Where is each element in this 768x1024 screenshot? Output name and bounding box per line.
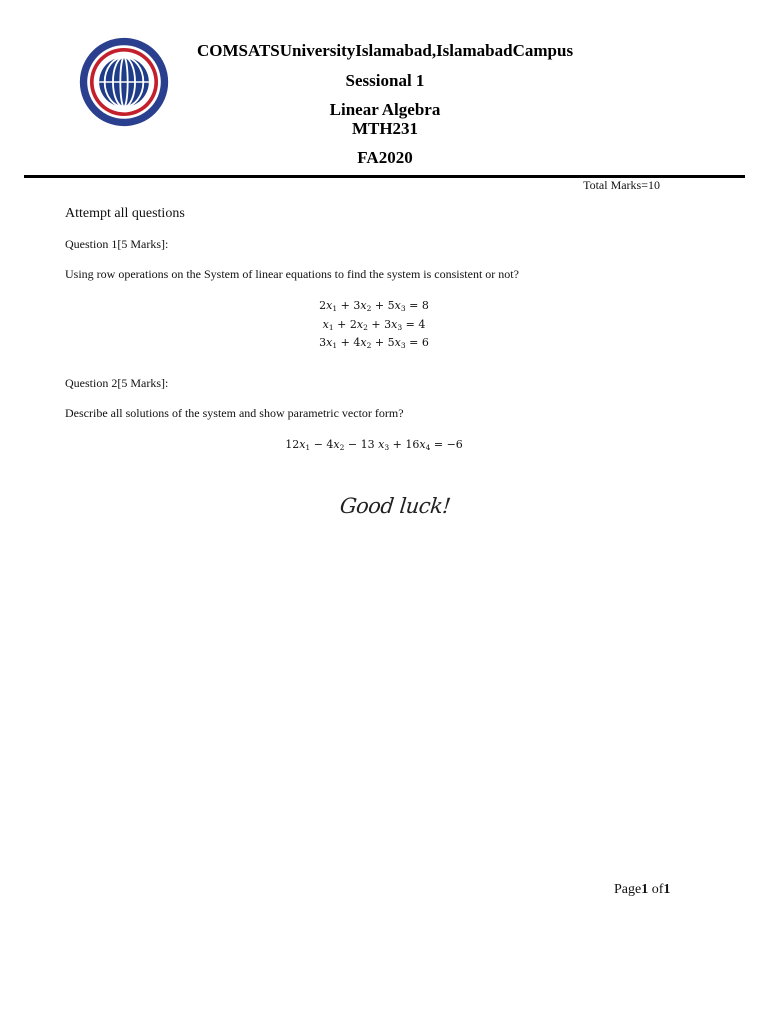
course-name: Linear Algebra	[329, 100, 441, 119]
question-2-text: Describe all solutions of the system and show parametric vector form?	[65, 406, 404, 420]
equation-2: $x_1 + 2x_2 + 3x_3 = 4$	[322, 317, 426, 332]
course-code: MTH231	[351, 119, 419, 138]
university-logo	[78, 36, 170, 128]
university-name: COMSATSUniversityIslamabad,IslamabadCampus	[196, 41, 574, 60]
question-2-heading: Question 2[5 Marks]:	[65, 376, 169, 390]
question-1-heading: Question 1[5 Marks]:	[65, 237, 169, 251]
instructions: Attempt all questions	[65, 206, 185, 221]
question-1-text: Using row operations on the System of linear equations to find the system is consistent or not?	[65, 267, 519, 281]
exam-title: Sessional 1	[345, 71, 425, 90]
equation-1: $2x_1 + 3x_2 + 5x_3 = 8$	[319, 299, 429, 313]
total-marks: Total Marks=10	[583, 178, 660, 192]
term: FA2020	[357, 148, 413, 167]
question-1-equations	[0, 298, 748, 354]
equation-3: $3x_1 + 4x_2 + 5x_3 = 6$	[319, 336, 429, 350]
page-number: Page1 of1	[614, 882, 671, 897]
question-2-equation	[0, 437, 748, 456]
good-luck-note: Good luck!	[338, 494, 452, 518]
equation-4: $12x_1 - 4x_2 - 13$ $x_3 + 16x_4 = -6$	[285, 438, 463, 452]
